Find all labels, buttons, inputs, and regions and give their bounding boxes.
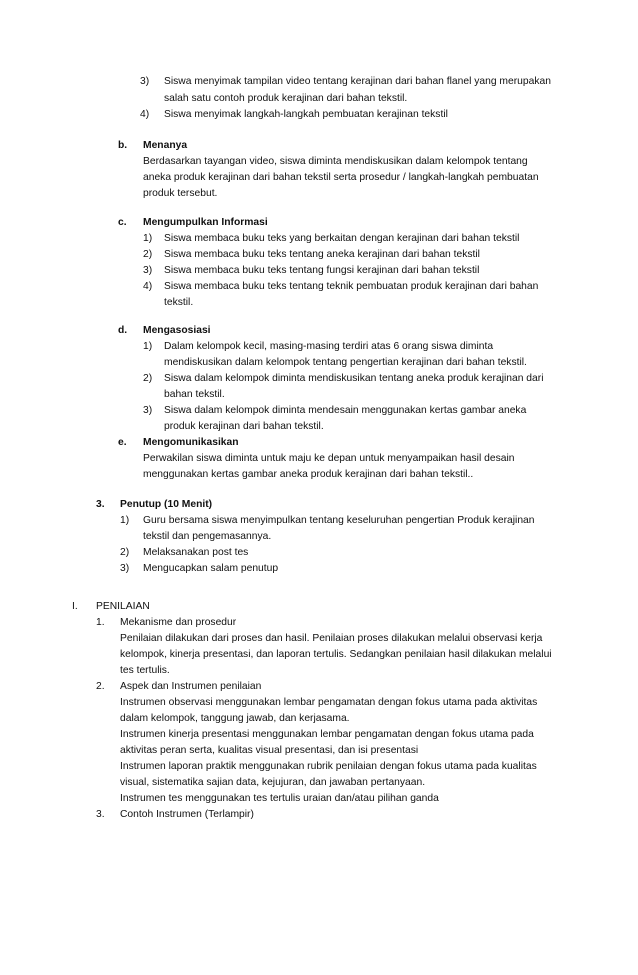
list-item-text: salah satu contoh produk kerajinan dari bahan tekstil. <box>164 93 408 104</box>
list-number: 1. <box>96 617 105 628</box>
list-item-text: produk kerajinan dari bahan tekstil. <box>164 421 324 432</box>
list-number: 4) <box>143 281 153 292</box>
paragraph-line: Instrumen tes menggunakan tes tertulis uraian dan/atau pilihan ganda <box>120 793 439 804</box>
list-number: 2) <box>143 373 153 384</box>
section-letter: b. <box>118 140 128 151</box>
paragraph-line: Penilaian dilakukan dari proses dan hasil. Penilaian proses dilakukan melalui observasi kerja <box>120 633 543 644</box>
paragraph-line: tes tertulis. <box>120 665 170 676</box>
list-item-text: Siswa menyimak tampilan video tentang kerajinan dari bahan flanel yang merupakan <box>164 76 551 87</box>
section-letter: d. <box>118 325 128 336</box>
list-item-text: Siswa menyimak langkah-langkah pembuatan kerajinan tekstil <box>164 109 448 120</box>
paragraph-line: Perwakilan siswa diminta untuk maju ke depan untuk menyampaikan hasil desain <box>143 453 515 464</box>
list-number: 2) <box>143 249 153 260</box>
list-item-text: Siswa membaca buku teks yang berkaitan dengan kerajinan dari bahan tekstil <box>164 233 520 244</box>
list-number: 3) <box>143 265 153 276</box>
section-roman-numeral: I. <box>72 601 78 612</box>
section-letter: e. <box>118 437 127 448</box>
list-number: 1) <box>120 515 130 526</box>
subsection-heading: Aspek dan Instrumen penilaian <box>120 681 262 692</box>
list-item-text: Dalam kelompok kecil, masing-masing terdiri atas 6 orang siswa diminta <box>164 341 494 352</box>
list-item-text: bahan tekstil. <box>164 389 225 400</box>
list-item-text: Siswa dalam kelompok diminta mendesain menggunakan kertas gambar aneka <box>164 405 527 416</box>
list-item-text: Siswa membaca buku teks tentang fungsi kerajinan dari bahan tekstil <box>164 265 480 276</box>
list-number: 3) <box>120 563 130 574</box>
list-item-text: Siswa membaca buku teks tentang aneka kerajinan dari bahan tekstil <box>164 249 480 260</box>
section-heading: Mengumpulkan Informasi <box>143 217 268 228</box>
paragraph-line: visual, sistematika sajian data, kejujuran, dan jawaban pertanyaan. <box>120 777 426 788</box>
paragraph-line: Instrumen kinerja presentasi menggunakan lembar pengamatan dengan fokus utama pada <box>120 729 534 740</box>
list-number: 2. <box>96 681 105 692</box>
list-number: 1) <box>143 233 153 244</box>
subsection-heading: Contoh Instrumen (Terlampir) <box>120 809 254 820</box>
list-item-text: mendiskusikan dalam kelompok tentang pengertian kerajinan dari bahan tekstil. <box>164 357 527 368</box>
section-heading: Penutup (10 Menit) <box>120 499 213 510</box>
list-item-text: Mengucapkan salam penutup <box>143 563 279 574</box>
list-number: 3) <box>143 405 153 416</box>
paragraph-line: kelompok, kinerja presentasi, dan laporan tertulis. Sedangkan penilaian hasil dilakukan melalui <box>120 649 552 660</box>
paragraph-line: produk tersebut. <box>143 188 218 199</box>
list-number: 2) <box>120 547 130 558</box>
list-number: 3. <box>96 809 105 820</box>
section-number: 3. <box>96 499 105 510</box>
subsection-heading: Mekanisme dan prosedur <box>120 617 237 628</box>
list-number: 3) <box>140 76 150 87</box>
paragraph-line: dalam kelompok, tanggung jawab, dan kerjasama. <box>120 713 350 724</box>
paragraph-line: menggunakan kertas gambar aneka produk kerajinan dari bahan tekstil.. <box>143 469 474 480</box>
section-heading: Mengasosiasi <box>143 325 211 336</box>
list-item-text: tekstil. <box>164 297 194 308</box>
list-item-text: Melaksanakan post tes <box>143 547 249 558</box>
paragraph-line: Instrumen observasi menggunakan lembar pengamatan dengan fokus utama pada aktivitas <box>120 697 538 708</box>
paragraph-line: aneka produk kerajinan dari bahan tekstil serta prosedur / langkah-langkah pembuatan <box>143 172 539 183</box>
list-item-text: Guru bersama siswa menyimpulkan tentang keseluruhan pengertian Produk kerajinan <box>143 515 535 526</box>
list-number: 4) <box>140 109 150 120</box>
section-heading: PENILAIAN <box>96 601 150 612</box>
list-item-text: tekstil dan pengemasannya. <box>143 531 272 542</box>
list-item-text: Siswa membaca buku teks tentang teknik pembuatan produk kerajinan dari bahan <box>164 281 539 292</box>
list-number: 1) <box>143 341 153 352</box>
section-heading: Mengomunikasikan <box>143 437 239 448</box>
paragraph-line: Berdasarkan tayangan video, siswa diminta mendiskusikan dalam kelompok tentang <box>143 156 528 167</box>
paragraph-line: aktivitas peran serta, kualitas visual presentasi, dan isi presentasi <box>120 745 419 756</box>
paragraph-line: Instrumen laporan praktik menggunakan rubrik penilaian dengan fokus utama pada kualitas <box>120 761 537 772</box>
section-heading: Menanya <box>143 140 188 151</box>
section-letter: c. <box>118 217 127 228</box>
list-item-text: Siswa dalam kelompok diminta mendiskusikan tentang aneka produk kerajinan dari <box>164 373 544 384</box>
